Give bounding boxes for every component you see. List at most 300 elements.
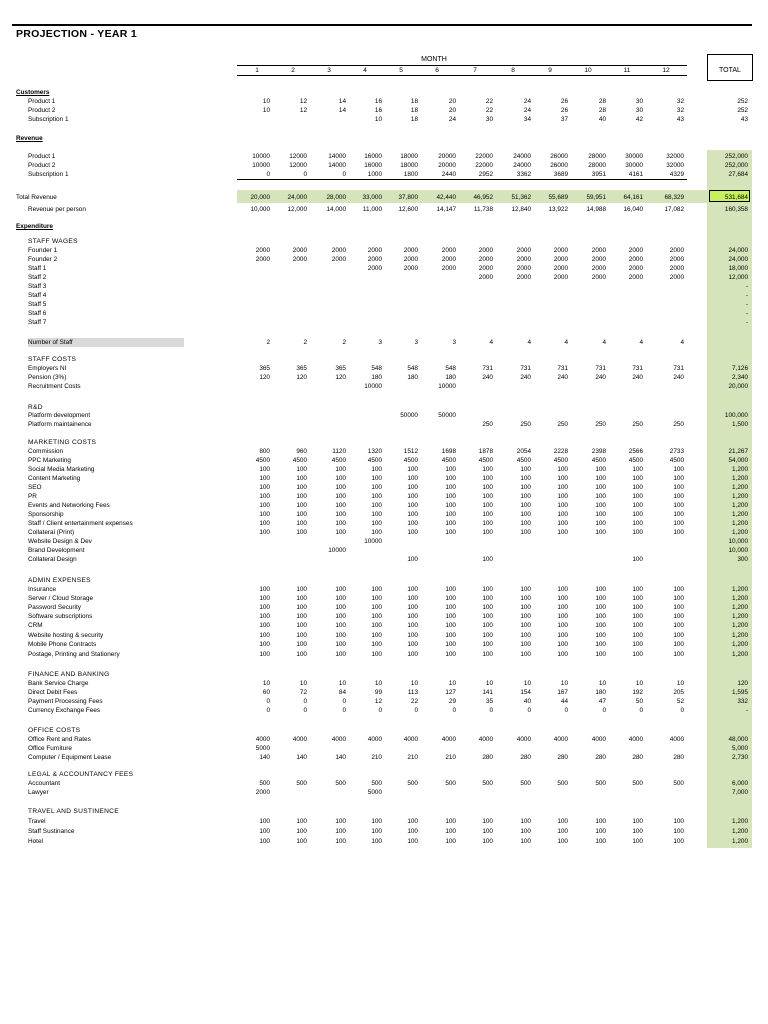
cell-month-4: 2000 (367, 247, 382, 254)
cell-month-3: 0 (342, 698, 346, 705)
cell-month-7: 731 (482, 365, 493, 372)
row-label: Lawyer (28, 789, 49, 796)
cell-month-5: 113 (407, 689, 418, 696)
cell-month-7: 35 (485, 698, 493, 705)
cell-month-10: 100 (595, 502, 606, 509)
row-label: TRAVEL AND SUSTINENCE (28, 808, 119, 815)
cell-month-5: 0 (414, 707, 418, 714)
cell-month-12: 205 (673, 689, 684, 696)
cell-month-8: 2000 (516, 274, 531, 281)
cell-month-5: 12,600 (398, 206, 418, 213)
row-label: PR (28, 493, 37, 500)
cell-month-9: 100 (557, 595, 568, 602)
cell-month-3: 2 (342, 339, 346, 346)
cell-month-1: 0 (266, 707, 270, 714)
cell-month-2: 12000 (289, 153, 307, 160)
cell-month-7: 100 (482, 475, 493, 482)
cell-month-2: 2000 (292, 256, 307, 263)
cell-month-10: 2000 (591, 256, 606, 263)
table-row (0, 510, 768, 519)
cell-month-3: 14000 (328, 153, 346, 160)
cell-month-12: 280 (673, 754, 684, 761)
row-label: Number of Staff (28, 339, 73, 346)
cell-month-11: 100 (632, 511, 643, 518)
table-row (0, 788, 768, 797)
table-row (0, 837, 768, 846)
cell-month-4: 99 (374, 689, 382, 696)
table-row (0, 456, 768, 465)
cell-total: 54,000 (728, 457, 748, 464)
cell-month-4: 100 (371, 475, 382, 482)
cell-month-10: 250 (595, 421, 606, 428)
cell-month-6: 500 (445, 780, 456, 787)
cell-month-6: 14,147 (436, 206, 456, 213)
cell-month-5: 100 (407, 520, 418, 527)
cell-month-5: 10 (410, 680, 418, 687)
cell-month-3: 2000 (331, 247, 346, 254)
cell-month-5: 100 (407, 828, 418, 835)
cell-month-9: 100 (557, 586, 568, 593)
cell-month-5: 18000 (400, 162, 418, 169)
cell-month-12: 2733 (669, 448, 684, 455)
row-label: Payment Processing Fees (28, 698, 103, 705)
cell-month-6: 20 (448, 107, 456, 114)
cell-total: - (745, 310, 748, 317)
cell-month-2: 120 (296, 374, 307, 381)
cell-month-1: 120 (259, 374, 270, 381)
cell-month-2: 12000 (289, 162, 307, 169)
cell-month-11: 4500 (628, 457, 643, 464)
cell-total: 24,000 (728, 256, 748, 263)
cell-month-8: 100 (520, 475, 531, 482)
cell-month-4: 10000 (364, 383, 382, 390)
cell-month-8: 100 (520, 511, 531, 518)
cell-month-1: 2000 (255, 256, 270, 263)
cell-month-9: 100 (557, 651, 568, 658)
cell-month-3: 14 (338, 98, 346, 105)
cell-month-6: 100 (445, 529, 456, 536)
cell-month-1: 100 (259, 595, 270, 602)
month-header-7: 7 (473, 67, 477, 74)
cell-total: - (745, 319, 748, 326)
row-label: Subscription 1 (28, 171, 69, 178)
cell-total: - (745, 283, 748, 290)
cell-month-8: 100 (520, 838, 531, 845)
cell-month-12: 100 (673, 529, 684, 536)
cell-month-9: 500 (557, 780, 568, 787)
cell-month-1: 800 (259, 448, 270, 455)
cell-month-5: 100 (407, 529, 418, 536)
cell-month-5: 100 (407, 622, 418, 629)
table-row (0, 594, 768, 603)
cell-month-11: 100 (632, 838, 643, 845)
cell-month-4: 33,000 (362, 194, 382, 201)
cell-month-9: 240 (557, 374, 568, 381)
row-label: Recruitment Costs (28, 383, 81, 390)
cell-month-4: 10 (374, 680, 382, 687)
cell-month-10: 100 (595, 475, 606, 482)
cell-month-9: 280 (557, 754, 568, 761)
top-rule (12, 24, 752, 26)
cell-month-7: 100 (482, 641, 493, 648)
cell-month-9: 100 (557, 484, 568, 491)
cell-month-5: 100 (407, 484, 418, 491)
cell-month-1: 0 (266, 698, 270, 705)
cell-month-1: 100 (259, 502, 270, 509)
cell-month-11: 100 (632, 466, 643, 473)
cell-month-6: 100 (445, 651, 456, 658)
cell-month-3: 100 (335, 466, 346, 473)
row-label: LEGAL & ACCOUNTANCY FEES (28, 771, 134, 778)
cell-month-11: 16,040 (623, 206, 643, 213)
cell-month-6: 20000 (438, 162, 456, 169)
cell-month-1: 100 (259, 586, 270, 593)
cell-month-2: 10 (299, 680, 307, 687)
cell-month-3: 140 (335, 754, 346, 761)
cell-month-2: 100 (296, 613, 307, 620)
cell-total: 1,200 (732, 622, 748, 629)
cell-month-5: 548 (407, 365, 418, 372)
cell-month-9: 100 (557, 475, 568, 482)
cell-month-11: 30 (635, 98, 643, 105)
row-label: Founder 2 (28, 256, 58, 263)
table-row (0, 373, 768, 382)
table-row (0, 282, 768, 291)
cell-total: 1,200 (732, 818, 748, 825)
cell-month-12: 100 (673, 520, 684, 527)
cell-month-11: 4161 (628, 171, 643, 178)
cell-month-11: 30 (635, 107, 643, 114)
table-row (0, 650, 768, 659)
cell-month-10: 100 (595, 529, 606, 536)
cell-month-2: 100 (296, 641, 307, 648)
cell-month-12: 100 (673, 838, 684, 845)
row-label: Accountant (28, 780, 60, 787)
cell-month-4: 5000 (367, 789, 382, 796)
row-label: Office Rent and Rates (28, 736, 91, 743)
cell-month-8: 250 (520, 421, 531, 428)
row-label: Staff 3 (28, 283, 47, 290)
cell-month-4: 12 (374, 698, 382, 705)
cell-month-8: 280 (520, 754, 531, 761)
cell-total: 5,000 (732, 745, 748, 752)
cell-month-10: 47 (598, 698, 606, 705)
cell-month-8: 100 (520, 632, 531, 639)
cell-month-4: 100 (371, 838, 382, 845)
cell-month-3: 100 (335, 595, 346, 602)
cell-month-8: 12,840 (511, 206, 531, 213)
cell-month-9: 100 (557, 613, 568, 620)
cell-month-10: 100 (595, 511, 606, 518)
cell-total: 300 (737, 556, 748, 563)
cell-month-10: 100 (595, 484, 606, 491)
cell-month-12: 10 (676, 680, 684, 687)
cell-total: 1,200 (732, 529, 748, 536)
cell-month-12: 17,082 (664, 206, 684, 213)
cell-month-2: 100 (296, 493, 307, 500)
row-label: Website Design & Dev (28, 538, 92, 545)
table-row (0, 519, 768, 528)
cell-month-1: 100 (259, 493, 270, 500)
cell-month-9: 37 (560, 116, 568, 123)
cell-month-10: 100 (595, 493, 606, 500)
table-row (0, 603, 768, 612)
cell-total: - (745, 292, 748, 299)
cell-month-2: 0 (303, 707, 307, 714)
month-header-5: 5 (399, 67, 403, 74)
cell-total: 1,595 (732, 689, 748, 696)
cell-month-10: 240 (595, 374, 606, 381)
cell-month-4: 0 (378, 707, 382, 714)
cell-month-3: 0 (342, 707, 346, 714)
table-row (0, 273, 768, 282)
row-label: FINANCE AND BANKING (28, 671, 110, 678)
cell-total: 20,000 (728, 383, 748, 390)
cell-total: 6,000 (732, 780, 748, 787)
cell-total: 252,000 (724, 153, 748, 160)
cell-month-8: 24000 (513, 162, 531, 169)
cell-month-9: 100 (557, 466, 568, 473)
cell-total: 1,200 (732, 641, 748, 648)
cell-month-3: 100 (335, 520, 346, 527)
cell-month-3: 100 (335, 484, 346, 491)
table-row (0, 576, 768, 585)
cell-month-9: 100 (557, 604, 568, 611)
cell-month-12: 240 (673, 374, 684, 381)
cell-month-4: 100 (371, 595, 382, 602)
cell-month-4: 100 (371, 604, 382, 611)
cell-total: 7,126 (732, 365, 748, 372)
table-row (0, 447, 768, 456)
cell-month-9: 100 (557, 632, 568, 639)
cell-month-5: 100 (407, 818, 418, 825)
row-label: Website hosting & security (28, 632, 104, 639)
cell-month-8: 100 (520, 818, 531, 825)
cell-month-9: 26 (560, 107, 568, 114)
cell-month-3: 365 (335, 365, 346, 372)
cell-month-6: 2000 (441, 256, 456, 263)
cell-month-6: 20000 (438, 153, 456, 160)
table-row (0, 309, 768, 318)
row-label: Customers (16, 89, 50, 96)
table-row (0, 706, 768, 715)
table-row (0, 318, 768, 327)
cell-month-11: 240 (632, 374, 643, 381)
cell-month-5: 100 (407, 595, 418, 602)
cell-month-6: 100 (445, 466, 456, 473)
cell-month-7: 2000 (478, 265, 493, 272)
cell-month-8: 40 (523, 698, 531, 705)
cell-month-4: 2000 (367, 265, 382, 272)
cell-month-8: 500 (520, 780, 531, 787)
cell-month-9: 2000 (553, 274, 568, 281)
cell-month-8: 10 (523, 680, 531, 687)
cell-month-9: 100 (557, 511, 568, 518)
cell-month-10: 100 (595, 838, 606, 845)
row-label: R&D (28, 404, 43, 411)
cell-month-4: 180 (371, 374, 382, 381)
cell-month-7: 100 (482, 613, 493, 620)
cell-month-1: 2 (266, 339, 270, 346)
cell-month-8: 100 (520, 641, 531, 648)
cell-month-8: 34 (523, 116, 531, 123)
cell-total: 24,000 (728, 247, 748, 254)
table-row (0, 779, 768, 788)
cell-month-4: 1000 (367, 171, 382, 178)
cell-month-8: 100 (520, 493, 531, 500)
cell-month-5: 1800 (403, 171, 418, 178)
cell-month-11: 0 (639, 707, 643, 714)
row-label: Staff 4 (28, 292, 47, 299)
cell-month-5: 2000 (403, 256, 418, 263)
cell-month-6: 100 (445, 641, 456, 648)
cell-total: 1,200 (732, 828, 748, 835)
cell-total: 332 (737, 698, 748, 705)
cell-month-11: 50 (635, 698, 643, 705)
cell-month-3: 100 (335, 632, 346, 639)
cell-month-4: 11,000 (362, 206, 382, 213)
cell-month-11: 42 (635, 116, 643, 123)
row-label: Collateral (Print) (28, 529, 75, 536)
table-row (0, 88, 768, 97)
table-row (0, 726, 768, 735)
table-row (0, 246, 768, 255)
cell-month-5: 100 (407, 604, 418, 611)
cell-month-8: 100 (520, 651, 531, 658)
cell-month-7: 0 (489, 707, 493, 714)
month-header-1: 1 (255, 67, 259, 74)
cell-month-10: 28000 (588, 153, 606, 160)
month-header: MONTH (421, 56, 447, 63)
table-row (0, 291, 768, 300)
table-row (0, 420, 768, 429)
cell-month-10: 100 (595, 632, 606, 639)
cell-month-4: 100 (371, 466, 382, 473)
row-label: Platform maintainence (28, 421, 92, 428)
row-label: Hotel (28, 838, 43, 845)
cell-month-11: 64,161 (623, 194, 643, 201)
table-row (0, 640, 768, 649)
cell-month-4: 1320 (367, 448, 382, 455)
table-row (0, 364, 768, 373)
cell-month-12: 32 (676, 98, 684, 105)
table-row (0, 501, 768, 510)
cell-month-8: 100 (520, 484, 531, 491)
cell-month-3: 1120 (332, 448, 346, 455)
header-rule-top (237, 65, 687, 66)
row-label: Mobile Phone Contracts (28, 641, 97, 648)
cell-month-2: 100 (296, 511, 307, 518)
cell-total: 1,200 (732, 586, 748, 593)
cell-month-2: 365 (296, 365, 307, 372)
cell-month-8: 2054 (516, 448, 531, 455)
cell-month-10: 28 (598, 98, 606, 105)
table-row (0, 106, 768, 115)
cell-total: 48,000 (728, 736, 748, 743)
cell-month-2: 12,000 (287, 206, 307, 213)
table-row (0, 528, 768, 537)
cell-month-8: 2000 (516, 265, 531, 272)
row-label: Software subscriptions (28, 613, 93, 620)
cell-month-9: 167 (557, 689, 568, 696)
cell-month-9: 2000 (553, 247, 568, 254)
cell-month-6: 100 (445, 622, 456, 629)
cell-month-7: 100 (482, 604, 493, 611)
cell-month-7: 4 (489, 339, 493, 346)
cell-month-7: 100 (482, 493, 493, 500)
cell-total: 43 (740, 116, 748, 123)
cell-month-11: 100 (632, 641, 643, 648)
cell-month-1: 2000 (255, 789, 270, 796)
cell-month-11: 100 (632, 493, 643, 500)
cell-month-1: 100 (259, 613, 270, 620)
cell-total: 1,200 (732, 604, 748, 611)
cell-total: 1,200 (732, 632, 748, 639)
month-header-3: 3 (327, 67, 331, 74)
cell-month-11: 100 (632, 586, 643, 593)
cell-month-4: 16000 (364, 162, 382, 169)
cell-month-3: 14000 (328, 162, 346, 169)
cell-month-11: 100 (632, 484, 643, 491)
cell-month-2: 100 (296, 529, 307, 536)
cell-month-6: 548 (445, 365, 456, 372)
cell-month-10: 731 (595, 365, 606, 372)
cell-month-5: 100 (407, 632, 418, 639)
cell-month-7: 1878 (478, 448, 493, 455)
cell-month-3: 500 (335, 780, 346, 787)
cell-month-7: 100 (482, 651, 493, 658)
cell-month-12: 4329 (669, 171, 684, 178)
cell-month-6: 20 (448, 98, 456, 105)
cell-total: 2,340 (732, 374, 748, 381)
cell-month-3: 100 (335, 511, 346, 518)
cell-month-10: 4 (602, 339, 606, 346)
row-label: Insurance (28, 586, 57, 593)
cell-month-12: 100 (673, 502, 684, 509)
cell-month-11: 4000 (628, 736, 643, 743)
cell-month-7: 100 (482, 502, 493, 509)
cell-month-3: 100 (335, 493, 346, 500)
cell-month-2: 100 (296, 828, 307, 835)
cell-total: 27,684 (728, 171, 748, 178)
row-label: Collateral Design (28, 556, 77, 563)
cell-month-2: 100 (296, 475, 307, 482)
cell-month-10: 500 (595, 780, 606, 787)
cell-month-2: 100 (296, 838, 307, 845)
month-header-11: 11 (623, 67, 631, 74)
cell-month-6: 100 (445, 493, 456, 500)
cell-month-6: 100 (445, 632, 456, 639)
row-label: Social Media Marketing (28, 466, 95, 473)
cell-month-10: 3951 (591, 171, 606, 178)
cell-month-12: 0 (680, 707, 684, 714)
cell-month-9: 3689 (553, 171, 568, 178)
cell-month-5: 18000 (400, 153, 418, 160)
cell-month-10: 100 (595, 622, 606, 629)
cell-month-6: 29 (448, 698, 456, 705)
month-header-6: 6 (435, 67, 439, 74)
cell-month-2: 0 (303, 698, 307, 705)
cell-month-10: 10 (598, 680, 606, 687)
row-label: Staff 6 (28, 310, 47, 317)
cell-month-12: 2000 (669, 274, 684, 281)
cell-month-2: 100 (296, 502, 307, 509)
cell-month-11: 30000 (625, 153, 643, 160)
cell-total: 1,200 (732, 838, 748, 845)
cell-month-4: 100 (371, 828, 382, 835)
cell-month-8: 100 (520, 586, 531, 593)
cell-month-12: 100 (673, 632, 684, 639)
